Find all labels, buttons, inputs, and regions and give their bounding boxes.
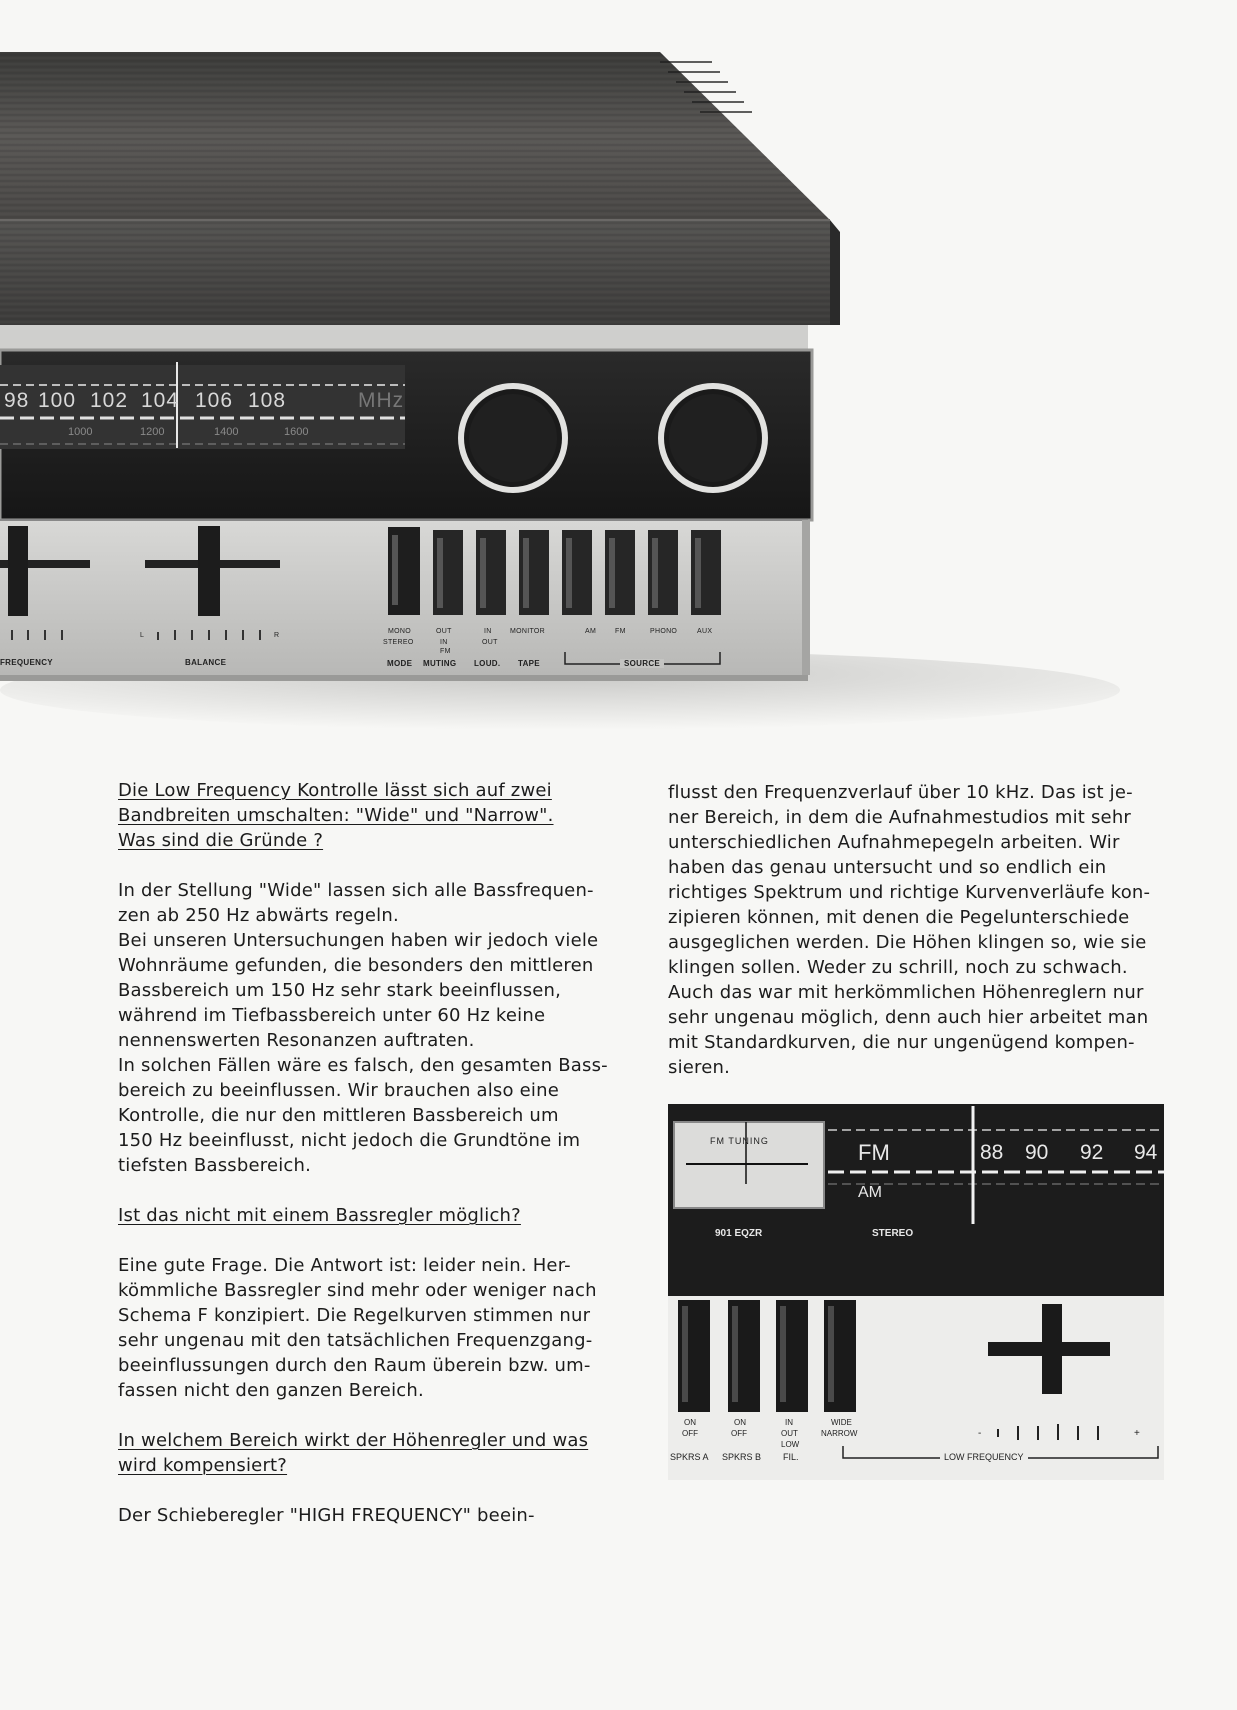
loud-out-label: OUT: [482, 639, 498, 646]
balance-left-label: L: [140, 632, 145, 639]
sw3-in-label: IN: [785, 1418, 793, 1427]
question-heading: [118, 778, 638, 853]
sw2-off-label: OFF: [731, 1429, 747, 1438]
text-line: Die Low Frequency Kontrolle lässt sich auf zwei: [118, 780, 552, 801]
text-line: Der Schieberegler "HIGH FREQUENCY" beein-: [118, 1505, 535, 1526]
fm-source-label: FM: [615, 628, 626, 635]
text-line: In welchem Bereich wirkt der Höhenregler und was: [118, 1430, 589, 1451]
muting-label: MUTING: [423, 659, 457, 668]
loud-label: LOUD.: [474, 659, 501, 668]
question-heading: [118, 1428, 638, 1478]
text-line: während im Tiefbassbereich unter 60 Hz keine: [118, 1005, 546, 1026]
text-line: flusst den Frequenzverlauf über 10 kHz. Das ist je-: [668, 782, 1133, 803]
dial-scale-98: 98: [4, 389, 30, 412]
text-line: kömmliche Bassregler sind mehr oder weniger nach: [118, 1280, 597, 1301]
inset-scale-90: 90: [1025, 1141, 1049, 1164]
fm-label: FM: [440, 648, 451, 655]
text-line: Bandbreiten umschalten: "Wide" und "Narrow".: [118, 805, 554, 826]
fil-label: FIL.: [783, 1452, 799, 1462]
model-label: 901 EQZR: [715, 1228, 763, 1239]
stereo-label: STEREO: [383, 639, 414, 646]
dial-scale-108: 108: [248, 389, 287, 412]
text-line: beeinflussungen durch den Raum überein bzw. um-: [118, 1355, 591, 1376]
sw3-out-label: OUT: [781, 1429, 798, 1438]
mode-label: MODE: [387, 659, 413, 668]
dial-am-1200: 1200: [140, 426, 165, 438]
text-line: sieren.: [668, 1057, 731, 1078]
text-line: tiefsten Bassbereich.: [118, 1155, 312, 1176]
loud-in-label: IN: [484, 628, 492, 635]
minus-label: -: [978, 1428, 982, 1439]
text-line: 150 Hz beeinflusst, nicht jedoch die Grundtöne im: [118, 1130, 581, 1151]
text-line: bereich zu beeinflussen. Wir brauchen also eine: [118, 1080, 559, 1101]
inset-scale-88: 88: [980, 1141, 1004, 1164]
question-heading: [118, 1203, 638, 1228]
dial-scale-100: 100: [38, 389, 77, 412]
band-fm-label: FM: [858, 1140, 890, 1165]
text-line: Auch das war mit herkömmlichen Höhenreglern nur: [668, 982, 1144, 1003]
spkrs-b-label: SPKRS B: [722, 1452, 762, 1462]
text-line: In der Stellung "Wide" lassen sich alle Bassfrequen-: [118, 880, 594, 901]
frequency-label: FREQUENCY: [0, 658, 53, 667]
control-panel-closeup: [668, 1104, 1164, 1480]
balance-right-label: R: [274, 632, 280, 639]
text-line: fassen nicht den ganzen Bereich.: [118, 1380, 424, 1401]
plus-label: +: [1134, 1428, 1140, 1439]
sw4-wide-label: WIDE: [831, 1418, 852, 1427]
left-text-column: [118, 778, 638, 1553]
text-line: richtiges Spektrum und richtige Kurvenverläufe kon-: [668, 882, 1151, 903]
muting-out-label: OUT: [436, 628, 452, 635]
text-line: ausgeglichen werden. Die Höhen klingen so, wie sie: [668, 932, 1147, 953]
dial-am-1600: 1600: [284, 426, 309, 438]
monitor-label: MONITOR: [510, 628, 546, 635]
sw1-on-label: ON: [684, 1418, 696, 1427]
sw2-on-label: ON: [734, 1418, 746, 1427]
source-label: SOURCE: [620, 659, 664, 668]
fm-tuning-label: FM TUNING: [710, 1136, 769, 1146]
text-line: unterschiedlichen Aufnahmepegeln arbeiten. Wir: [668, 832, 1120, 853]
text-line: Kontrolle, die nur den mittleren Bassbereich um: [118, 1105, 559, 1126]
low-frequency-label: LOW FREQUENCY: [940, 1452, 1028, 1462]
stereo-indicator: STEREO: [872, 1228, 914, 1239]
spkrs-a-label: SPKRS A: [670, 1452, 709, 1462]
text-line: In solchen Fällen wäre es falsch, den gesamten Bass-: [118, 1055, 608, 1076]
text-line: mit Standardkurven, die nur ungenügend kompen-: [668, 1032, 1135, 1053]
text-line: Wohnräume gefunden, die besonders den mittleren: [118, 955, 594, 976]
text-line: Schema F konzipiert. Die Regelkurven stimmen nur: [118, 1305, 591, 1326]
body-paragraph: [118, 878, 638, 1178]
dial-unit: MHz: [358, 389, 405, 412]
receiver-photo: [0, 0, 1237, 740]
band-am-label: AM: [858, 1184, 882, 1201]
text-line: klingen sollen. Weder zu schrill, noch zu schwach.: [668, 957, 1128, 978]
text-line: Eine gute Frage. Die Antwort ist: leider nein. Her-: [118, 1255, 571, 1276]
text-line: sehr ungenau möglich, denn auch hier arbeitet man: [668, 1007, 1149, 1028]
dial-am-1400: 1400: [214, 426, 239, 438]
sw1-off-label: OFF: [682, 1429, 698, 1438]
body-paragraph: [118, 1503, 638, 1528]
text-line: haben das genau untersucht und so endlich ein: [668, 857, 1107, 878]
inset-scale-94: 94: [1134, 1141, 1158, 1164]
low-label: LOW: [781, 1440, 800, 1449]
text-line: nennenswerten Resonanzen auftraten.: [118, 1030, 475, 1051]
text-line: ner Bereich, in dem die Aufnahmestudios mit sehr: [668, 807, 1132, 828]
text-line: zipieren können, mit denen die Pegelunterschiede: [668, 907, 1130, 928]
text-line: sehr ungenau mit den tatsächlichen Frequenzgang-: [118, 1330, 593, 1351]
text-line: wird kompensiert?: [118, 1455, 288, 1476]
text-line: Ist das nicht mit einem Bassregler möglich?: [118, 1205, 521, 1226]
right-text-column: [668, 780, 1188, 1105]
mono-label: MONO: [388, 628, 411, 635]
sw4-narrow-label: NARROW: [821, 1429, 858, 1438]
text-line: Was sind die Gründe ?: [118, 830, 324, 851]
phono-label: PHONO: [650, 628, 678, 635]
dial-scale-104: 104: [141, 389, 180, 412]
aux-label: AUX: [697, 628, 713, 635]
muting-in-label: IN: [440, 639, 448, 646]
inset-scale-92: 92: [1080, 1141, 1104, 1164]
balance-label: BALANCE: [185, 658, 227, 667]
text-line: Bei unseren Untersuchungen haben wir jedoch viele: [118, 930, 599, 951]
dial-scale-106: 106: [195, 389, 234, 412]
tape-label: TAPE: [518, 659, 540, 668]
text-line: zen ab 250 Hz abwärts regeln.: [118, 905, 399, 926]
dial-am-1000: 1000: [68, 426, 93, 438]
dial-scale-102: 102: [90, 389, 129, 412]
am-source-label: AM: [585, 628, 597, 635]
body-paragraph: [118, 1253, 638, 1403]
body-paragraph: [668, 780, 1188, 1080]
text-line: Bassbereich um 150 Hz sehr stark beeinflussen,: [118, 980, 562, 1001]
